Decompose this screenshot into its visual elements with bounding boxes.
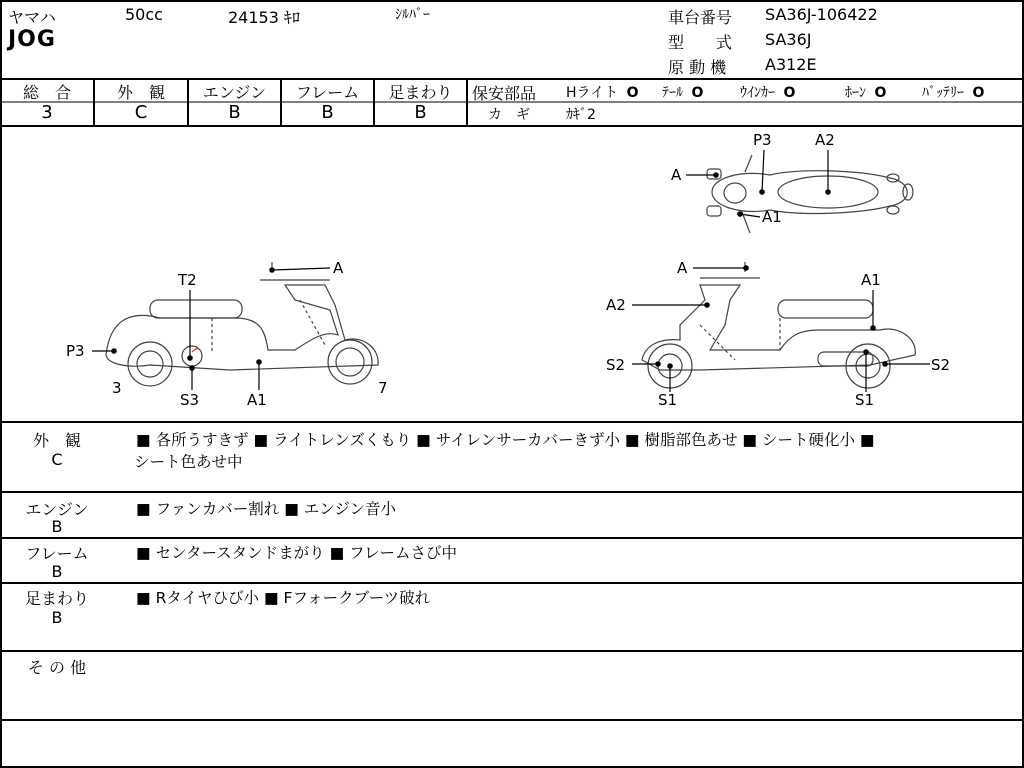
grade-label-frame: フレーム (295, 83, 360, 102)
safety-item-label: ﾊﾞｯﾃﾘｰ (922, 85, 964, 101)
safety-item-label: ﾎｰﾝ (845, 85, 866, 101)
right-label-a2: A2 (606, 296, 626, 314)
safety-item-mark: O (972, 85, 985, 101)
key-value: ｶｷﾞ2 (566, 107, 596, 123)
note-suspension-grade: B (51, 608, 63, 627)
top-label-a1: A1 (762, 208, 782, 226)
type-label: 型 式 (668, 33, 733, 52)
safety-item-mark: O (691, 85, 704, 101)
grade-label-engine: エンジン (202, 83, 267, 102)
right-label-s2-right: S2 (931, 356, 951, 374)
note-appearance-grade: C (51, 450, 63, 469)
engine-value: A312E (765, 55, 817, 74)
right-label-s2-left: S2 (606, 356, 626, 374)
note-engine-text: ■ ファンカバー割れ ■ エンジン音小 (136, 500, 396, 518)
left-label-a1: A1 (247, 391, 267, 409)
note-other-label: そ の 他 (27, 658, 87, 677)
note-frame-grade: B (51, 562, 63, 581)
top-label-a: A (671, 166, 682, 184)
top-view-scooter (707, 155, 913, 233)
right-label-a1: A1 (861, 271, 881, 289)
right-label-s1-left: S1 (658, 391, 678, 409)
left-label-p3: P3 (66, 342, 85, 360)
safety-item-mark: O (874, 85, 887, 101)
color: ｼﾙﾊﾞｰ (395, 7, 430, 23)
left-label-s3: S3 (180, 391, 200, 409)
displacement: 50cc (125, 5, 163, 24)
maker: ヤマハ (8, 8, 56, 27)
model-name: JOG (8, 27, 56, 52)
safety-item-label: ﾃｰﾙ (662, 85, 683, 101)
safety-label: 保安部品 (472, 84, 537, 103)
note-appearance-line2: シート色あせ中 (134, 453, 243, 471)
grade-value-overall: 3 (41, 102, 53, 123)
note-engine-label: エンジン (25, 500, 89, 519)
right-label-a: A (677, 259, 688, 277)
note-suspension-label: 足まわり (24, 589, 89, 608)
mileage: 24153 ｷﾛ (228, 8, 300, 27)
frame-no: SA36J-106422 (765, 5, 878, 24)
grade-value-frame: B (321, 102, 334, 123)
grade-label-suspension: 足まわり (388, 83, 453, 102)
grade-label-overall: 総 合 (22, 83, 71, 102)
grade-value-suspension: B (414, 102, 427, 123)
left-label-3: 3 (112, 379, 122, 397)
note-appearance-label: 外 観 (32, 431, 81, 450)
note-appearance-line1: ■ 各所うすきず ■ ライトレンズくもり ■ サイレンサーカバーきず小 ■ 樹脂部色あせ ■ シート硬化小 ■ (136, 431, 875, 449)
left-label-t2: T2 (178, 271, 197, 289)
top-label-p3: P3 (753, 131, 772, 149)
right-label-s1-right: S1 (855, 391, 875, 409)
safety-item-mark: O (783, 85, 796, 101)
engine-label: 原 動 機 (668, 58, 727, 77)
left-label-7: 7 (378, 379, 388, 397)
grade-label-appearance: 外 観 (116, 83, 165, 102)
safety-item-mark: O (626, 85, 639, 101)
key-label: カ ギ (488, 107, 530, 123)
left-label-a: A (333, 259, 344, 277)
grade-value-engine: B (228, 102, 241, 123)
note-frame-text: ■ センタースタンドまがり ■ フレームさび中 (136, 544, 458, 562)
frame-no-label: 車台番号 (668, 8, 733, 27)
grade-value-appearance: C (134, 102, 148, 123)
note-engine-grade: B (51, 517, 63, 536)
safety-item-label: ｳｲﾝｶｰ (740, 85, 775, 101)
note-frame-label: フレーム (25, 544, 89, 563)
left-view-scooter (106, 262, 378, 386)
safety-item-label: Hライト (566, 85, 619, 101)
top-label-a2: A2 (815, 131, 835, 149)
type-value: SA36J (765, 30, 812, 49)
note-suspension-text: ■ Rタイヤひび小 ■ Fフォークブーツ破れ (136, 589, 431, 607)
